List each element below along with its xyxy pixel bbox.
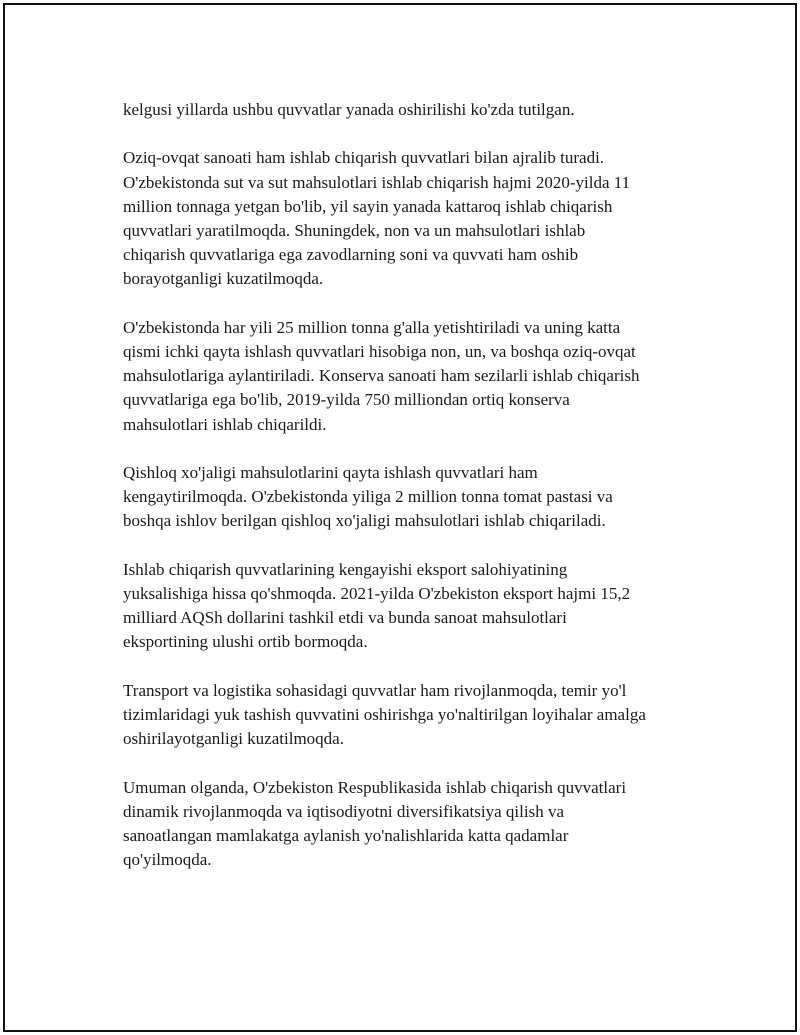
paragraph-1: kelgusi yillarda ushbu quvvatlar yanada oshirilishi ko'zda tutilgan. [123,100,575,119]
paragraph-4: Qishloq xo'jaligi mahsulotlarini qayta ishlash quvvatlari ham kengaytirilmoqda. O'zbekistonda yiliga 2 million tonna tomat pastasi va boshqa ishlov berilgan qishloq xo'jaligi mahsulotlari ishlab chiqariladi. [123,463,613,531]
document-body [123,98,703,872]
page-frame [3,3,797,1032]
paragraph-6: Transport va logistika sohasidagi quvvatlar ham rivojlanmoqda, temir yo'l tizimlaridagi yuk tashish quvvatini oshirishga yo'naltirilgan loyihalar amalga oshirilayotganligi kuzatilmoqda. [123,680,646,749]
paragraph-3: O'zbekistonda har yili 25 million tonna g'alla yetishtiriladi va uning katta qismi ichki qayta ishlash quvvatlari hisobiga non, un, va boshqa oziq-ovqat mahsulotlariga aylantiriladi. Konserva sanoati ham sezilarli ishlab chiqarish quvvatlariga ega bo'lib, 2019-yilda 750 milliondan ortiq konserva mahsulotlari ishlab chiqarildi. [123,317,640,434]
paragraph-7: Umuman olganda, O'zbekiston Respublikasida ishlab chiqarish quvvatlari dinamik rivojlanmoqda va iqtisodiyotni diversifikatsiya qilish va sanoatlangan mamlakatga aylanish yo'nalishlarida katta qadamlar qo'yilmoqda. [123,777,627,870]
paragraph-2: Oziq-ovqat sanoati ham ishlab chiqarish quvvatlari bilan ajralib turadi. O'zbekistonda sut va sut mahsulotlari ishlab chiqarish hajmi 2020-yilda 11 million tonnaga yetgan bo'lib, yil sayin yanada kattaroq ishlab chiqarish quvvatlari yaratilmoqda. Shuningdek, non va un mahsulotlari ishlab chiqarish quvvatlariga ega zavodlarning soni va quvvati ham oshib borayotganligi kuzatilmoqda. [123,148,631,289]
paragraph-5: Ishlab chiqarish quvvatlarining kengayishi eksport salohiyatining yuksalishiga hissa qo'shmoqda. 2021-yilda O'zbekiston eksport hajmi 15,2 milliard AQSh dollarini tashkil etdi va bunda sanoat mahsulotlari eksportining ulushi ortib bormoqda. [123,559,631,652]
